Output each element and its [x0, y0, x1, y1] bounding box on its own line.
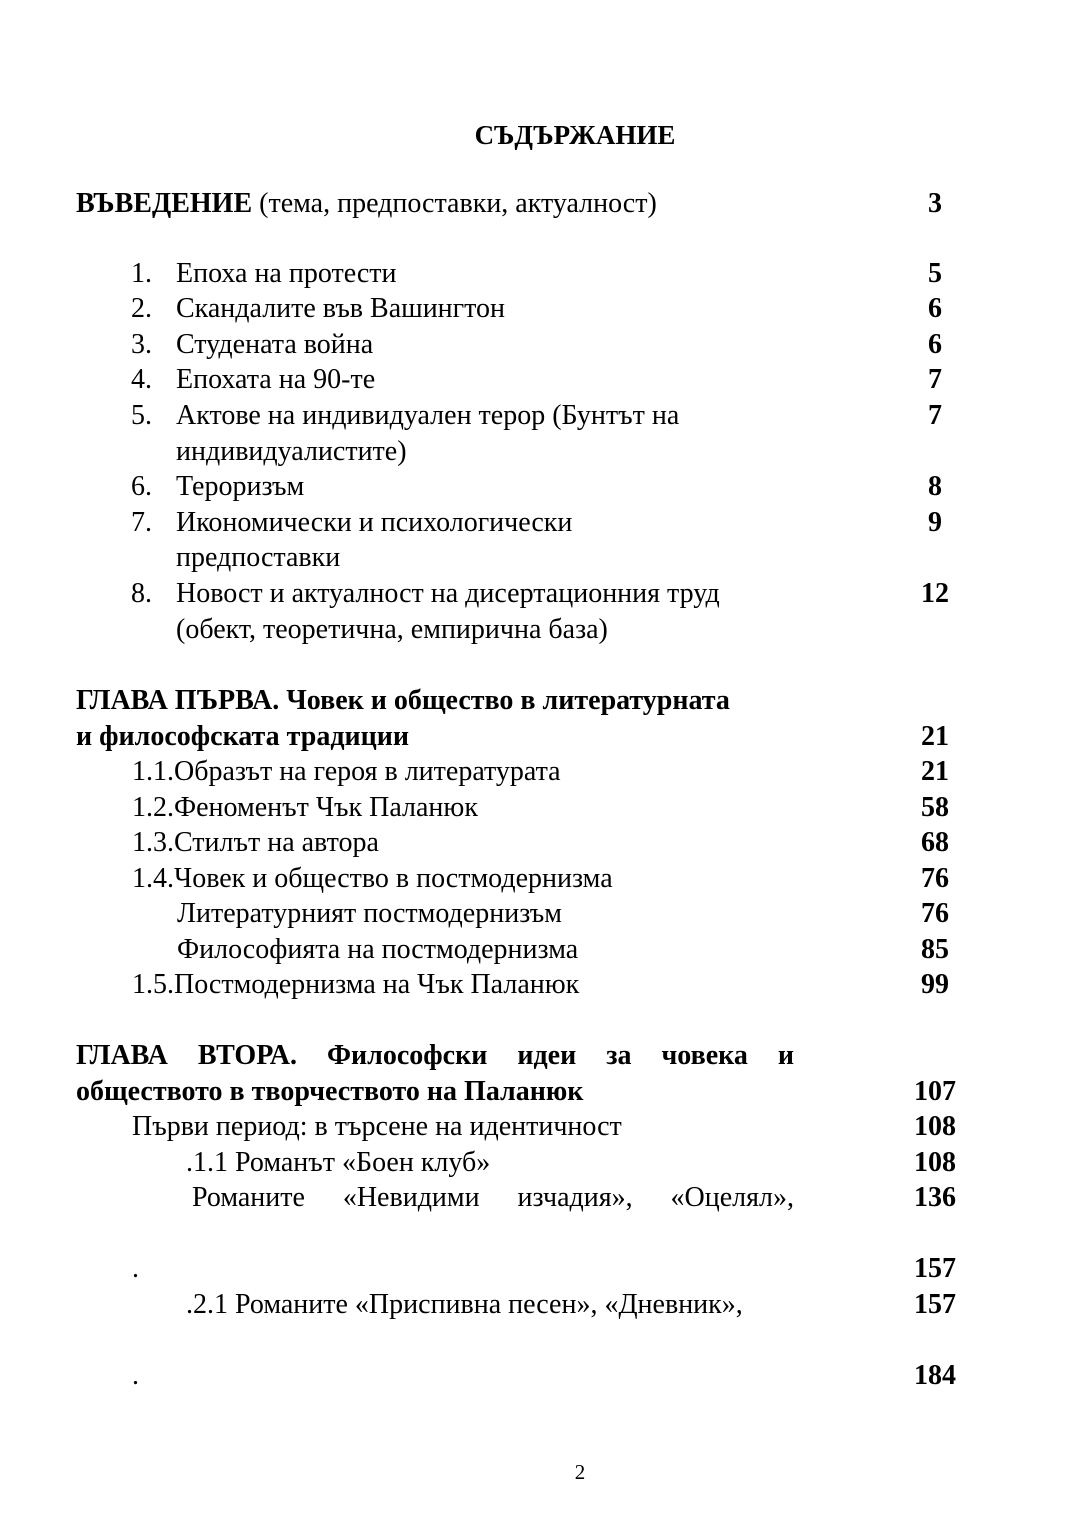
chapter-2-item-6-page: 184 [914, 1360, 956, 1391]
intro-item-3-page: 6 [928, 329, 942, 360]
toc-title: СЪДЪРЖАНИЕ [474, 120, 676, 150]
intro-item-5-text-line1: Актове на индивидуален терор (Бунтът на [176, 400, 680, 431]
chapter-1-item-3-text: 1.3.Стилът на автора [132, 827, 379, 858]
intro-item-3-number: 3. [131, 329, 152, 360]
chapter-2-item-4-page: 157 [914, 1253, 956, 1284]
chapter-1-heading-line2: и философската традиции [76, 721, 410, 752]
chapter-2-item-4-text: . [132, 1253, 139, 1284]
chapter-1-item-2-page: 58 [921, 792, 949, 823]
intro-heading-bold: ВЪВЕДЕНИЕ [76, 188, 253, 219]
intro-item-2-page: 6 [928, 293, 942, 324]
chapter-1-item-5-text: Литературният постмодернизъм [177, 898, 562, 929]
intro-item-7-text-line1: Икономически и психологически [176, 507, 573, 538]
intro-item-5-text-line2: индивидуалистите) [176, 436, 407, 467]
chapter-1-item-6-page: 85 [921, 934, 949, 965]
intro-item-5-number: 5. [131, 400, 152, 431]
intro-item-4-number: 4. [131, 364, 152, 395]
footer-page-number: 2 [574, 1460, 586, 1484]
chapter-1-item-2-text: 1.2.Феноменът Чък Паланюк [132, 792, 478, 823]
chapter-1-item-1-page: 21 [921, 756, 949, 787]
intro-item-7-text-line2: предпоставки [176, 542, 341, 573]
chapter-2-item-5-page: 157 [914, 1289, 956, 1320]
intro-item-2-text: Скандалите във Вашингтон [176, 293, 505, 324]
chapter-1-item-4-page: 76 [921, 863, 949, 894]
intro-heading [76, 186, 657, 222]
intro-item-6-text: Тероризъм [176, 471, 305, 502]
chapter-2-item-3-text: Романите «Невидими изчадия», «Оцелял», [192, 1182, 794, 1213]
intro-item-6-number: 6. [131, 471, 152, 502]
chapter-2-item-6-text: . [132, 1360, 139, 1391]
intro-item-4-text: Епохата на 90-те [176, 364, 376, 395]
chapter-2-item-1-page: 108 [914, 1111, 956, 1142]
intro-page: 3 [928, 188, 942, 219]
chapter-1-item-1-text: 1.1.Образът на героя в литературата [132, 756, 561, 787]
chapter-1-item-3-page: 68 [921, 827, 949, 858]
intro-item-8-page: 12 [921, 578, 949, 609]
intro-heading-rest: (тема, предпоставки, актуалност) [252, 188, 657, 219]
chapter-2-item-1-text: Първи период: в търсене на идентичност [132, 1111, 622, 1142]
chapter-2-heading-line2: обществото в творчеството на Паланюк [76, 1076, 584, 1107]
intro-item-3-text: Студената война [176, 329, 374, 360]
chapter-1-item-5-page: 76 [921, 898, 949, 929]
chapter-2-item-3-page: 136 [914, 1182, 956, 1213]
chapter-2-item-2-page: 108 [914, 1147, 956, 1178]
chapter-2-heading-line1: ГЛАВА ВТОРА. Философски идеи за човека и [76, 1040, 794, 1071]
intro-item-5-page: 7 [928, 400, 942, 431]
intro-item-1-number: 1. [131, 258, 152, 289]
intro-item-7-number: 7. [131, 507, 152, 538]
chapter-1-page: 21 [921, 721, 949, 752]
intro-item-2-number: 2. [131, 293, 152, 324]
chapter-1-heading-line1: ГЛАВА ПЪРВА. Човек и общество в литературната [76, 685, 730, 716]
chapter-1-item-6-text: Философията на постмодернизма [177, 934, 579, 965]
chapter-1-item-7-page: 99 [921, 969, 949, 1000]
intro-item-7-page: 9 [928, 507, 942, 538]
chapter-2-item-2-text: .1.1 Романът «Боен клуб» [186, 1147, 491, 1178]
chapter-1-item-4-text: 1.4.Човек и общество в постмодернизма [132, 863, 613, 894]
chapter-1-item-7-text: 1.5.Постмодернизма на Чък Паланюк [132, 969, 580, 1000]
intro-item-4-page: 7 [928, 364, 942, 395]
chapter-2-item-5-text: .2.1 Романите «Приспивна песен», «Дневник», [186, 1289, 743, 1320]
intro-item-1-text: Епоха на протести [176, 258, 397, 289]
intro-item-8-text-line1: Новост и актуалност на дисертационния труд [176, 578, 720, 609]
intro-item-8-text-line2: (обект, теоретична, емпирична база) [176, 614, 608, 645]
chapter-2-page: 107 [914, 1076, 956, 1107]
intro-item-6-page: 8 [928, 471, 942, 502]
intro-item-8-number: 8. [131, 578, 152, 609]
intro-item-1-page: 5 [928, 258, 942, 289]
